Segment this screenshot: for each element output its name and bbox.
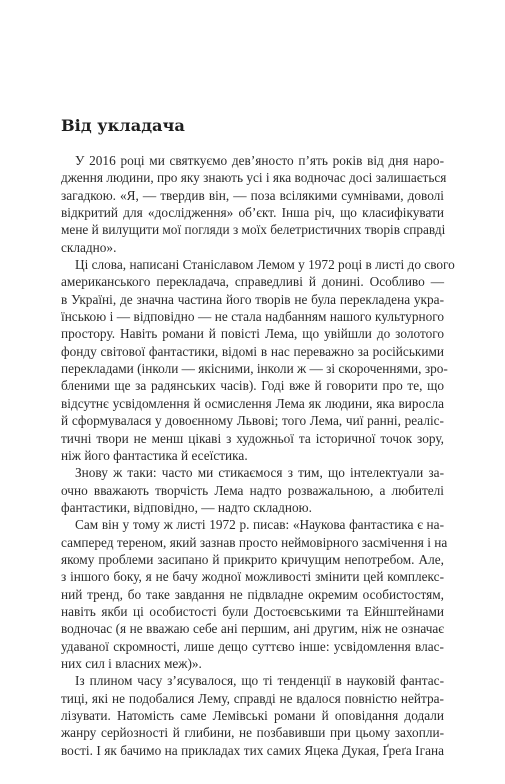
paragraph	[61, 152, 447, 256]
text-line: й сформувалася у довоєнному Львові; того Лема, чиї ранні, реаліс-	[61, 413, 444, 429]
text-line: мене й вилущити мої погляди з моїх белетристичних творів справді	[61, 222, 446, 238]
text-line: тиці, які не подобалися Лему, справді не вдалося повністю нейтра-	[61, 690, 444, 706]
text-line: їнською і — відповідно — не стала надбанням нашого культурного	[61, 309, 444, 325]
text-line: перекладами (інколи — якісними, інколи ж — зі скороченнями, зро-	[61, 361, 448, 377]
text-line: з іншого боку, я не бачу жодної можливості змінити цей комплекс-	[61, 569, 444, 585]
text-line: фонду світової фантастики, відомі в нас переважно за російськими	[61, 343, 444, 359]
text-line: складно».	[61, 239, 117, 255]
text-line: Сам він у тому ж листі 1972 р. писав: «Наукова фантастика є на-	[75, 517, 444, 533]
text-line: очно вважають творчість Лема надто розважальною, а любителі	[61, 482, 444, 498]
text-line: водночас (я не вважаю себе ані першим, ані другим, ніж не означає	[61, 621, 444, 637]
section-heading: Від укладача	[61, 116, 185, 135]
text-line: відкритий для «дослідження» об’єкт. Інша річ, що класифікувати	[61, 205, 444, 221]
text-line: якому проблеми засипано й прикрито кричущим непотребом. Але,	[61, 551, 444, 567]
text-line: удаваної скромності, лише дещо суттєво інше: усвідомлення влас-	[61, 638, 444, 654]
paragraph	[61, 516, 448, 672]
paragraph	[61, 464, 444, 516]
text-line: тичні твори не менш цікаві з художньої та історичної точок зору,	[61, 430, 444, 446]
text-line: в Україні, де значна частина його творів не була перекладена укра-	[61, 291, 444, 307]
text-line: відсутнє усвідомлення й осмислення Лема як людини, яка виросла	[61, 395, 444, 411]
text-line: лізувати. Натомість саме Лемівські романи й оповідання додали	[61, 708, 444, 723]
text-line: самперед тереном, який зазнав просто неймовірного засмічення і на	[61, 534, 448, 550]
text-line: ніж його фантастика й есеїстика.	[61, 447, 248, 463]
text-line: простору. Навіть романи й повісті Лема, що увійшли до золотого	[61, 326, 444, 342]
text-line: дження людини, про яку знають усі і яка водночас досі залишається	[61, 170, 447, 186]
text-line: ний тренд, бо таке завдання не підвладне окремим особистостям,	[61, 586, 444, 602]
text-line: жанру серйозності й глибини, не позбавивши при цьому захопли-	[61, 725, 444, 741]
text-line: Із плином часу з’ясувалося, що ті тенденції в науковій фантас-	[75, 673, 444, 689]
text-line: Знову ж таки: часто ми стикаємося з тим, що інтелектуали за-	[75, 465, 444, 481]
text-line: бленими ще за радянських часів). Годі вже й говорити про те, що	[61, 378, 444, 394]
text-line: навіть якби ці особистості були Достоєвськими та Ейнштейнами	[61, 603, 444, 619]
text-line: американського перекладача, справедливі й донині. Особливо —	[61, 274, 444, 290]
text-line: фантастики, відповідно, — надто складною.	[61, 499, 312, 515]
body-text	[61, 152, 455, 759]
text-line: вості. І як бачимо на прикладах тих самих Яцека Дукая, Ґреґа Ігана	[61, 742, 444, 758]
text-line: У 2016 році ми святкуємо дев’яносто п’ять років від дня наро-	[75, 153, 444, 168]
paragraph	[61, 672, 444, 759]
text-line: загадкою. «Я, — твердив він, — поза всілякими сумнівами, доволі	[61, 187, 444, 203]
text-line: Ці слова, написані Станіславом Лемом у 1972 році в листі до свого	[75, 257, 455, 273]
text-line: них сил і власних меж)».	[61, 655, 202, 671]
paragraph	[61, 256, 455, 464]
